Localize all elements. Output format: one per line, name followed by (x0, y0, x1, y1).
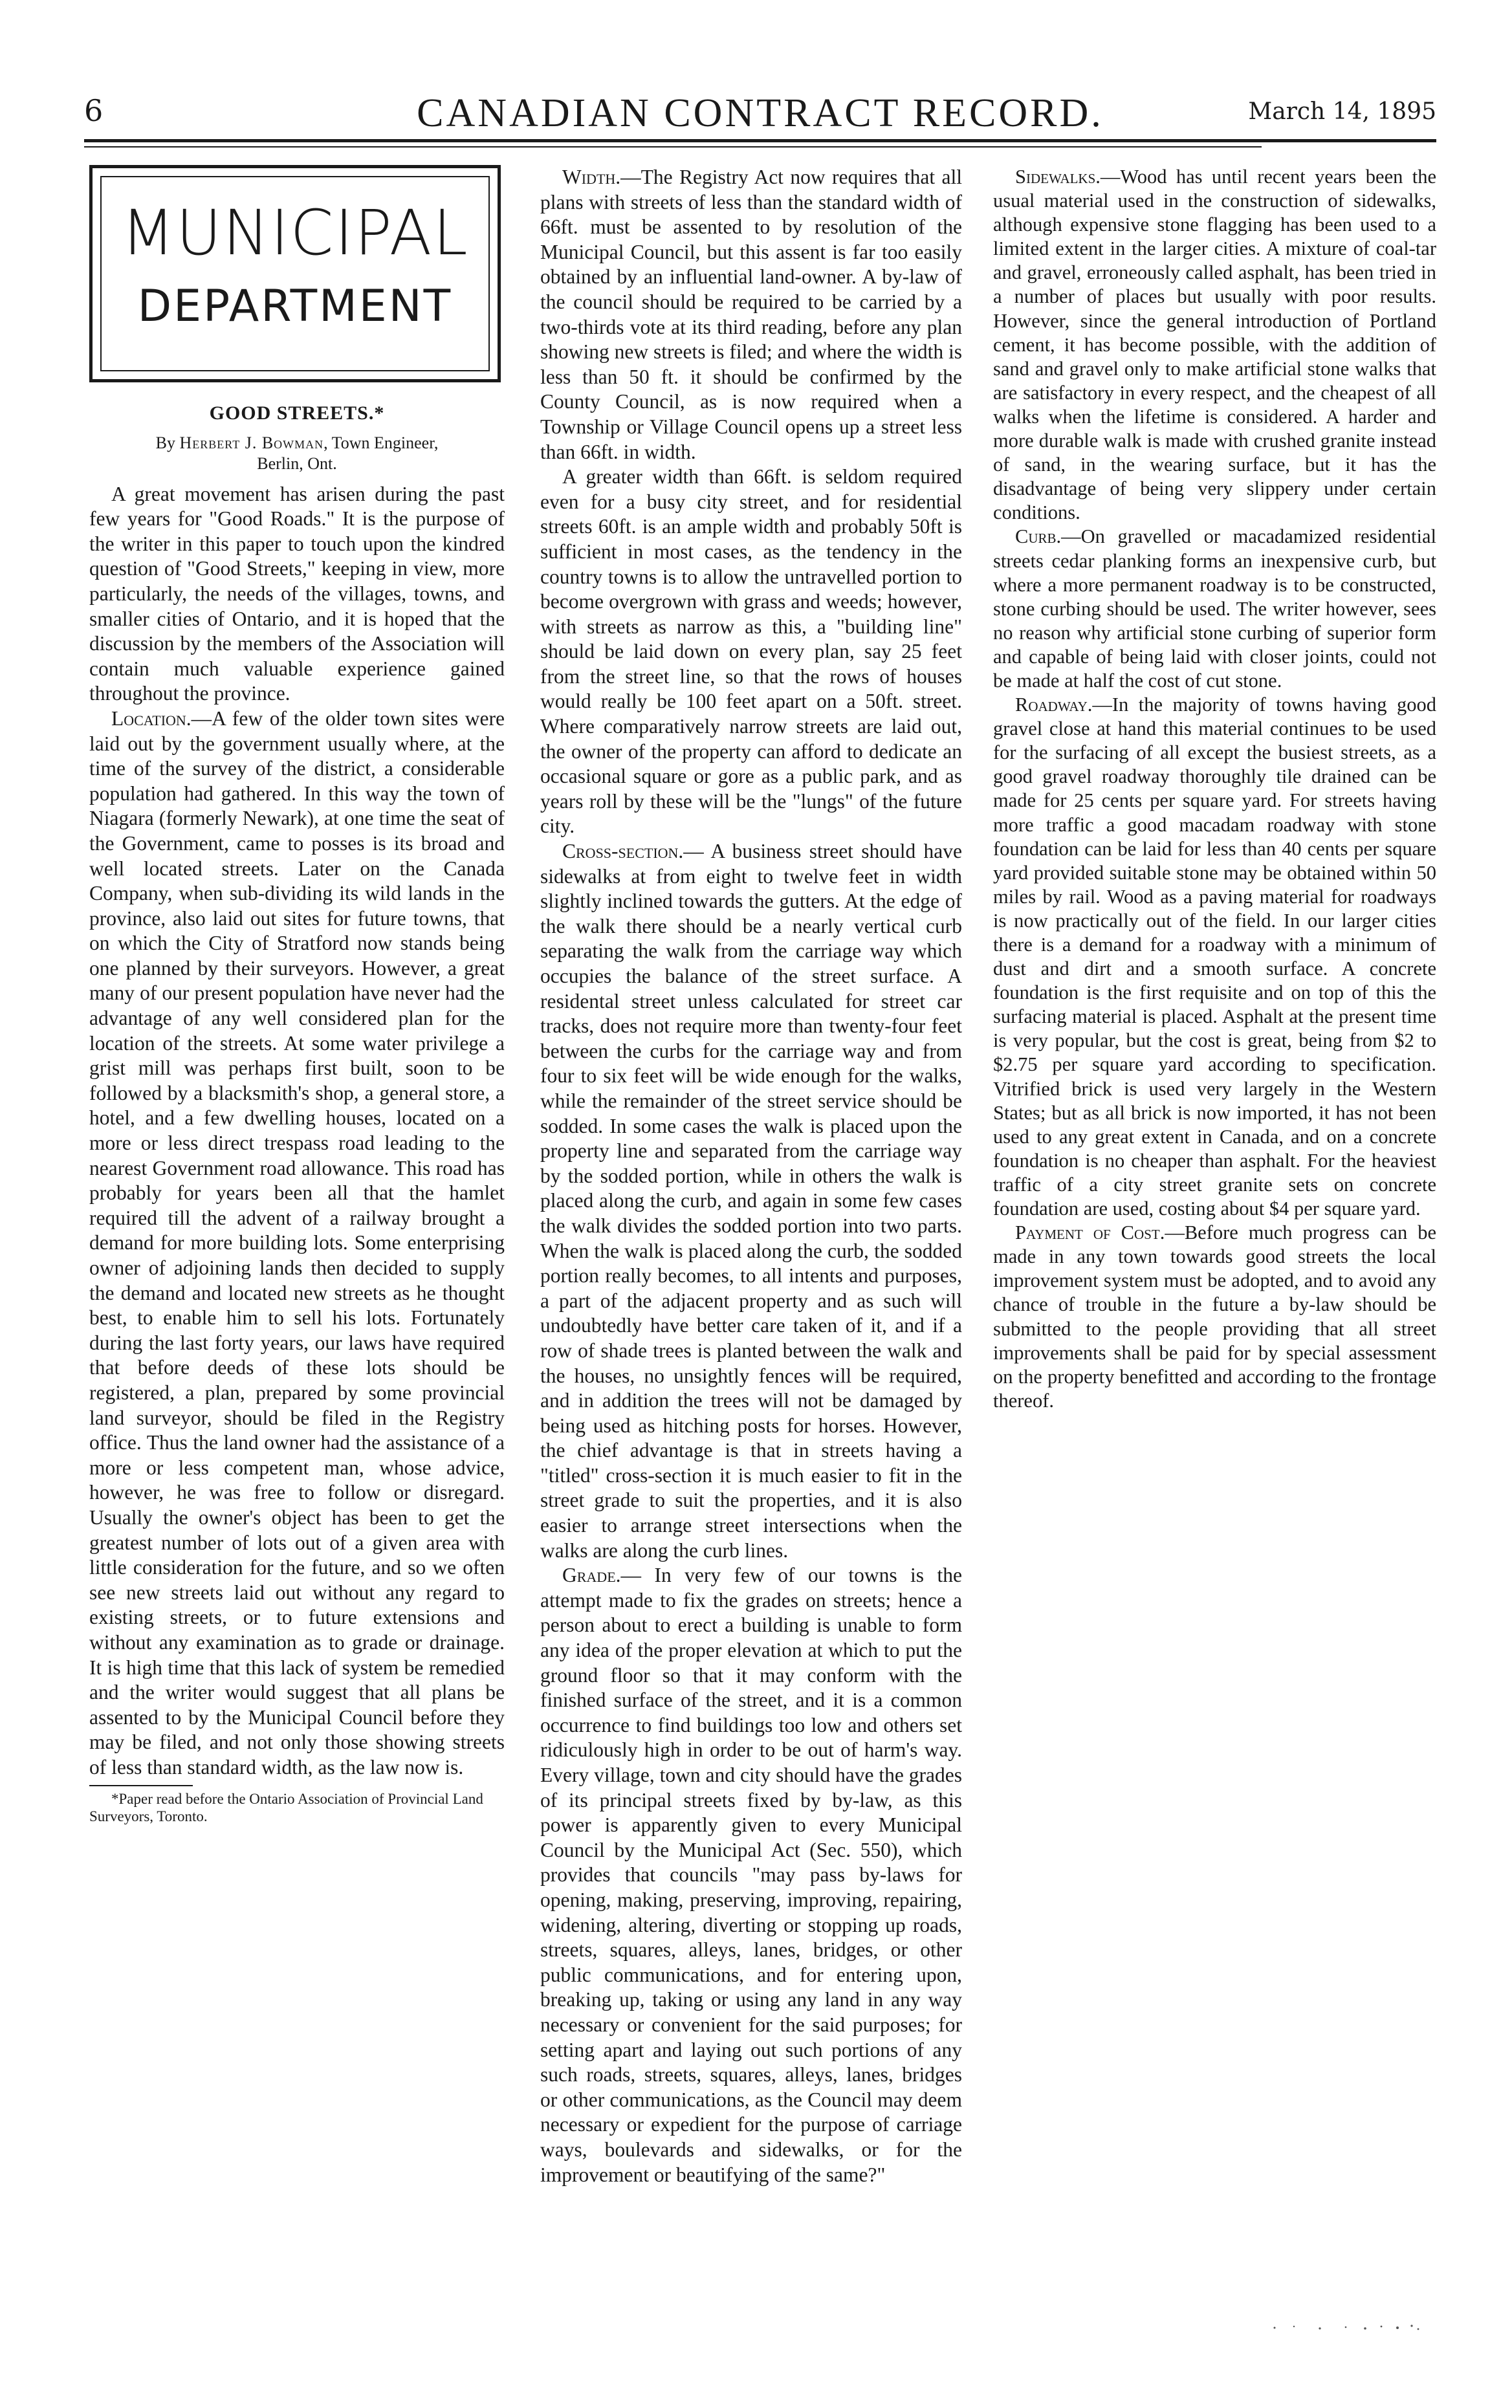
section-text: —Before much progress can be made in any town towards good streets the local improvement system must be adopted, and to avoid any chance of trouble in the future a by-law should be submitted to the people providing that all street improvements shall be paid for by special assessment on the property benefitted and according to the frontage thereof. (993, 1221, 1436, 1412)
section-cross-section (540, 839, 962, 1563)
page-header (84, 91, 1436, 142)
department-box-inner-border (100, 176, 490, 371)
header-rule (84, 139, 1436, 142)
byline-prefix: By (155, 433, 175, 452)
column-2 (540, 165, 962, 2326)
width-continued-paragraph: A greater width than 66ft. is seldom required even for a busy city street, and for residential streets 60ft. is an ample width and probably 50ft is sufficient in most cases, as the tendency in the country towns is to allow the untravelled portion to become overgrown with grass and weeds; however, with streets as narrow as this, a "building line" should be laid down on every plan, say 25 feet from the street line, so that the rows of houses would really be 100 feet apart on a 50ft. street. Where comparatively narrow streets are laid out, the owner of the property can afford to dedicate an occasional square or gore as a public park, and as years roll by these will be the "lungs" of the future city. (540, 465, 962, 838)
section-sidewalks (993, 165, 1436, 525)
author-location: Berlin, Ont. (257, 454, 337, 473)
section-text: —In the majority of towns having good gravel close at hand this material continues to be used for the surfacing of all except the busiest streets, as a good gravel roadway thoroughly tile drained can be made for 25 cents per square yard. For streets having more traffic a good macadam roadway with stone foundation can be laid for less than 40 cents per square yard provided suitable stone may be obtained within 50 miles by rail. Wood as a paving material for roadways is now practically out of the field. In our larger cities there is a demand for a roadway with a minimum of dust and dirt and a smooth surface. A concrete foundation is the first requisite and on top of this the surfacing material is placed. Asphalt at the present time is very popular, but the cost is great, being from $2 to $2.75 per square yard according to specification. Vitrified brick is used very largely in the Western States; but as all brick is now imported, it has not been used to any great extent in Canada, and on a concrete foundation is no cheaper than asphalt. For the heaviest traffic of a city street granite sets on concrete foundation are used, costing about $4 per square yard. (993, 694, 1436, 1220)
byline (89, 433, 505, 474)
footnote-rule (89, 1785, 193, 1786)
section-roadway (993, 693, 1436, 1221)
section-text: —Wood has until recent years been the usual material used in the construction of sidewalks, although expensive stone flagging has been used to a limited extent in the larger cities. A mixture of coal-tar and gravel, erroneously called asphalt, has been tried in a number of places but usually with poor results. However, since the general introduction of Portland cement, it has become possible, with the addition of sand and gravel only to make artificial stone walks that are satisfactory in every respect, and the cheapest of all walks when the lifetime is considered. A harder and more durable walk is made with crushed granite instead of sand, in the wearing surface, but it has the disadvantage of being very slippery under certain conditions. (993, 166, 1436, 524)
section-heading: Grade. (562, 1564, 621, 1587)
section-curb (993, 525, 1436, 693)
section-grade (540, 1563, 962, 2187)
section-text: —A few of the older town sites were laid out by the government usually where, at the time of the survey of the district, a considerable population had gathered. In this way the town of Niagara (formerly Newark), at one time the seat of the Government, came to posses is its broad and well located streets. Later on the Canada Company, when sub-dividing its wild lands in the province, also laid out sites for future towns, that on which the City of Stratford now stands being one planned by their surveyors. However, a great many of our present population have never had the advantage of any well considered plan for the location of the streets. At some water privilege a grist mill was perhaps first built, soon to be followed by a blacksmith's shop, a general store, a hotel, and a few dwelling houses, located on a more or less direct trespass road leading to the nearest Government road allowance. This road has probably for years been all that the hamlet required till the advent of a railway brought a demand for more building lots. Some enterprising owner of adjoining lands then decided to supply the demand and located new streets as he thought best, to enable him to sell his lots. Fortunately during the last forty years, our laws have required that before deeds of these lots should be registered, a plan, prepared by some provincial land surveyor, should be filed in the Registry office. Thus the land owner had the assistance of a more or less competent man, whose advice, however, he was free to follow or disregard. Usually the owner's object has been to get the greatest number of lots out of a given area with little consideration for the future, and so we often see new streets laid out without any regard to existing streets, or to future extensions and without any examination as to grade or drainage. It is high time that this lack of system be remedied and the writer would suggest that all plans be assented to by the Municipal Council before they may be filed, and not only those showing streets of less than standard width, as the law now is. (89, 706, 505, 1779)
section-text: —The Registry Act now requires that all plans with streets of less than the standard width of 66ft. must be assented to by resolution of the Municipal Council, but this assent is far too easily obtained by an influential land-owner. A by-law of the council should be required to be carried by a two-thirds vote at its third reading, before any plan showing new streets is filed; and where the width is less than 50 ft. it should be confirmed by the County Council, as is now required when a Township or Village Council opens up a street less than 66ft. in width. (540, 166, 962, 463)
department-title-line2: DEPARTMENT (137, 281, 453, 332)
column-1 (89, 401, 505, 2326)
section-heading: Curb. (1015, 525, 1062, 548)
issue-date: March 14, 1895 (1248, 98, 1436, 125)
header-rule-thin (84, 146, 1262, 148)
section-heading: Cross-section. (562, 840, 684, 863)
section-heading: Roadway. (1015, 694, 1093, 716)
section-heading: Payment of Cost. (1015, 1221, 1165, 1244)
section-width (540, 165, 962, 465)
department-box (89, 165, 501, 382)
footnote: *Paper read before the Ontario Association of Provincial Land Surveyors, Toronto. (89, 1791, 483, 1825)
section-heading: Location. (111, 706, 192, 730)
section-heading: Sidewalks. (1015, 166, 1101, 188)
author-name: Herbert J. Bowman (179, 433, 324, 452)
section-text: — A business street should have sidewalks at from eight to twelve feet in width slightly inclined towards the gutters. At the edge of the walk there should be a nearly vertical curb separating the walk from the carriage way which occupies the balance of the street surface. A residental street unless calculated for street car tracks, does not require more than twenty-four feet between the curbs for the carriage way and from four to six feet will be wide enough for the walks, while the remainder of the street service should be sodded. In some cases the walk is placed upon the property line and separated from the carriage way by the sodded portion, while in others the walk is placed along the curb, and again in some few cases the walk divides the sodded portion into two parts. When the walk is placed along the curb, the sodded portion really becomes, to all intents and purposes, a part of the adjacent property and as such will undoubtedly have better care taken of it, and if a row of shade trees is planted between the walk and the houses, no unsightly fences will be required, and in addition the trees will not be damaged by being used as hitching posts for horses. However, the chief advantage is that in streets having a "titled" cross-section it is much easier to fit in the street grade to suit the properties, and it is also easier to arrange street intersections when the walks are along the curb lines. (540, 840, 962, 1562)
print-speckle-decoration (1268, 2323, 1423, 2332)
column-3 (993, 165, 1436, 2326)
section-location (89, 706, 505, 1780)
section-heading: Width. (562, 166, 621, 188)
section-text: — In very few of our towns is the attempt made to fix the grades on streets; hence a person about to erect a building is unable to form any idea of the proper elevation at which to put the ground floor so that it may conform with the finished surface of the street, and it is a common occurrence to find buildings too low and others set ridiculously high in order to be out of harm's way. Every village, town and city should have the grades of its principal streets fixed by by-law, as this power is apparently given to every Municipal Council by the Municipal Act (Sec. 550), which provides that councils "may pass by-laws for opening, making, preserving, improving, repairing, widening, altering, diverting or stopping up roads, streets, squares, alleys, lanes, bridges, or other public communications, and for entering upon, breaking up, taking or using any land in any way necessary or convenient for the said purposes; for setting apart and laying out such portions of any such roads, streets, squares, alleys, lanes, bridges or other communications, as the Council may deem necessary or expedient for the purpose of carriage ways, boulevards and sidewalks, or for the improvement or beautifying of the same?" (540, 1564, 962, 2186)
author-role: , Town Engineer, (323, 433, 439, 452)
section-text: —On gravelled or macadamized residential streets cedar planking forms an inexpensive curb, but where a more permanent roadway is to be constructed, stone curbing should be used. The writer however, sees no reason why artificial stone curbing of superior form and capable of being laid with closer joints, could not be made at half the cost of cut stone. (993, 525, 1436, 692)
journal-title: CANADIAN CONTRACT RECORD. (417, 91, 1104, 135)
article-title: GOOD STREETS.* (209, 402, 385, 424)
section-payment-of-cost (993, 1221, 1436, 1413)
page-number: 6 (84, 93, 104, 128)
department-title-line1: MUNICIPAL (121, 197, 469, 269)
intro-paragraph: A great movement has arisen during the past few years for "Good Roads." It is the purpose of the writer in this paper to touch upon the kindred question of "Good Streets," keeping in view, more particularly, the needs of the villages, towns, and smaller cities of Ontario, and it is hoped that the discussion by the members of the Association will contain much valuable experience gained throughout the province. (89, 482, 505, 705)
